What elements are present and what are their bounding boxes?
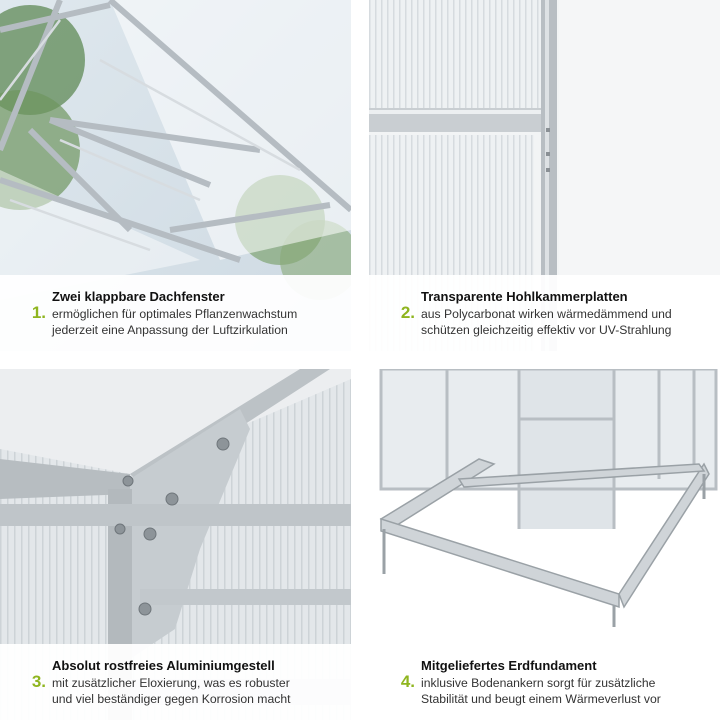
feature-title: Zwei klappbare Dachfenster [52, 288, 225, 304]
feature-number: 3. [31, 672, 46, 691]
feature-description-line-2: Stabilität und beugt einem Wärmeverlust vor [421, 691, 661, 706]
feature-caption [0, 644, 351, 720]
feature-tile-1 [0, 0, 351, 351]
feature-description-line-1: aus Polycarbonat wirken wärmedämmend und [421, 306, 672, 321]
feature-caption [369, 275, 720, 351]
feature-description-line-2: jederzeit eine Anpassung der Luftzirkulation [52, 322, 288, 337]
feature-caption [0, 275, 351, 351]
feature-description-line-2: und viel beständiger gegen Korrosion macht [52, 691, 291, 706]
feature-tile-3 [0, 369, 351, 720]
feature-caption [369, 644, 720, 720]
feature-number: 2. [400, 303, 415, 322]
feature-description-line-1: ermöglichen für optimales Pflanzenwachstum [52, 306, 298, 321]
feature-title: Mitgeliefertes Erdfundament [421, 657, 597, 673]
feature-tile-4 [369, 369, 720, 720]
feature-description-line-2: schützen gleichzeitig effektiv vor UV-Strahlung [421, 322, 672, 337]
feature-tile-2 [369, 0, 720, 351]
feature-title: Transparente Hohlkammerplatten [421, 288, 628, 304]
feature-title: Absolut rostfreies Aluminiumgestell [52, 657, 275, 673]
feature-number: 1. [31, 303, 46, 322]
feature-description-line-1: inklusive Bodenankern sorgt für zusätzliche [421, 675, 656, 690]
feature-number: 4. [400, 672, 415, 691]
feature-description-line-1: mit zusätzlicher Eloxierung, was es robuster [52, 675, 290, 690]
